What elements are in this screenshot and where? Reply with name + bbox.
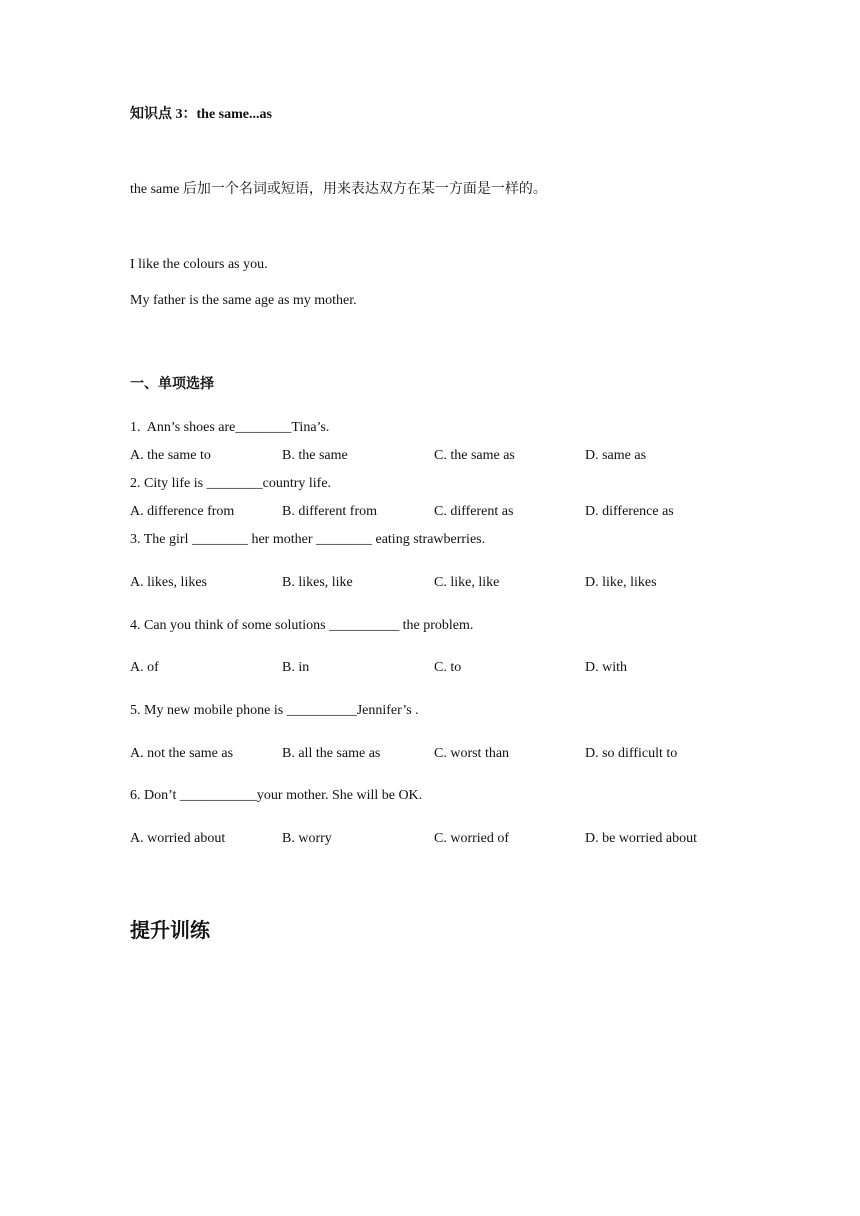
question-5-option-d: D. so difficult to bbox=[585, 746, 678, 761]
question-5-stem: 5. My new mobile phone is __________Jennifer’s . bbox=[130, 703, 419, 718]
question-1-option-d: D. same as bbox=[585, 448, 647, 463]
question-2-option-c: C. different as bbox=[434, 504, 514, 519]
question-5-option-a: A. not the same as bbox=[130, 746, 234, 761]
question-1-option-b: B. the same bbox=[282, 448, 348, 463]
question-2-option-d: D. difference as bbox=[585, 504, 674, 519]
question-1-option-c: C. the same as bbox=[434, 448, 515, 463]
question-2-stem: 2. City life is ________country life. bbox=[130, 476, 332, 491]
example-sentence-1: I like the colours as you. bbox=[130, 257, 268, 272]
question-4-option-b: B. in bbox=[282, 660, 310, 675]
question-3-stem: 3. The girl ________ her mother ________ eating strawberries. bbox=[130, 532, 486, 547]
question-6-stem: 6. Don’t ___________your mother. She will be OK. bbox=[130, 788, 423, 803]
exercise-heading: 一、单项选择 bbox=[130, 377, 214, 392]
question-3-option-b: B. likes, like bbox=[282, 575, 353, 590]
example-sentence-2: My father is the same age as my mother. bbox=[130, 293, 357, 308]
question-4-stem: 4. Can you think of some solutions __________ the problem. bbox=[130, 618, 474, 633]
question-6-option-b: B. worry bbox=[282, 831, 332, 846]
explanation-text: the same 后加一个名词或短语，用来表达双方在某一方面是一样的。 bbox=[130, 182, 547, 197]
question-4-option-a: A. of bbox=[130, 660, 159, 675]
question-3-option-d: D. like, likes bbox=[585, 575, 657, 590]
question-6-option-a: A. worried about bbox=[130, 831, 226, 846]
question-2-option-a: A. difference from bbox=[130, 504, 235, 519]
question-4-option-d: D. with bbox=[585, 660, 627, 675]
question-5-option-b: B. all the same as bbox=[282, 746, 381, 761]
question-3-option-c: C. like, like bbox=[434, 575, 500, 590]
question-4-option-c: C. to bbox=[434, 660, 462, 675]
question-1-stem: 1. Ann’s shoes are________Tina’s. bbox=[130, 420, 330, 435]
question-1-option-a: A. the same to bbox=[130, 448, 211, 463]
question-3-option-a: A. likes, likes bbox=[130, 575, 207, 590]
section-title: 知识点 3：the same...as bbox=[130, 107, 272, 122]
question-6-option-c: C. worried of bbox=[434, 831, 510, 846]
question-2-option-b: B. different from bbox=[282, 504, 377, 519]
question-6-option-d: D. be worried about bbox=[585, 831, 697, 846]
improvement-heading: 提升训练 bbox=[130, 920, 210, 942]
question-5-option-c: C. worst than bbox=[434, 746, 510, 761]
